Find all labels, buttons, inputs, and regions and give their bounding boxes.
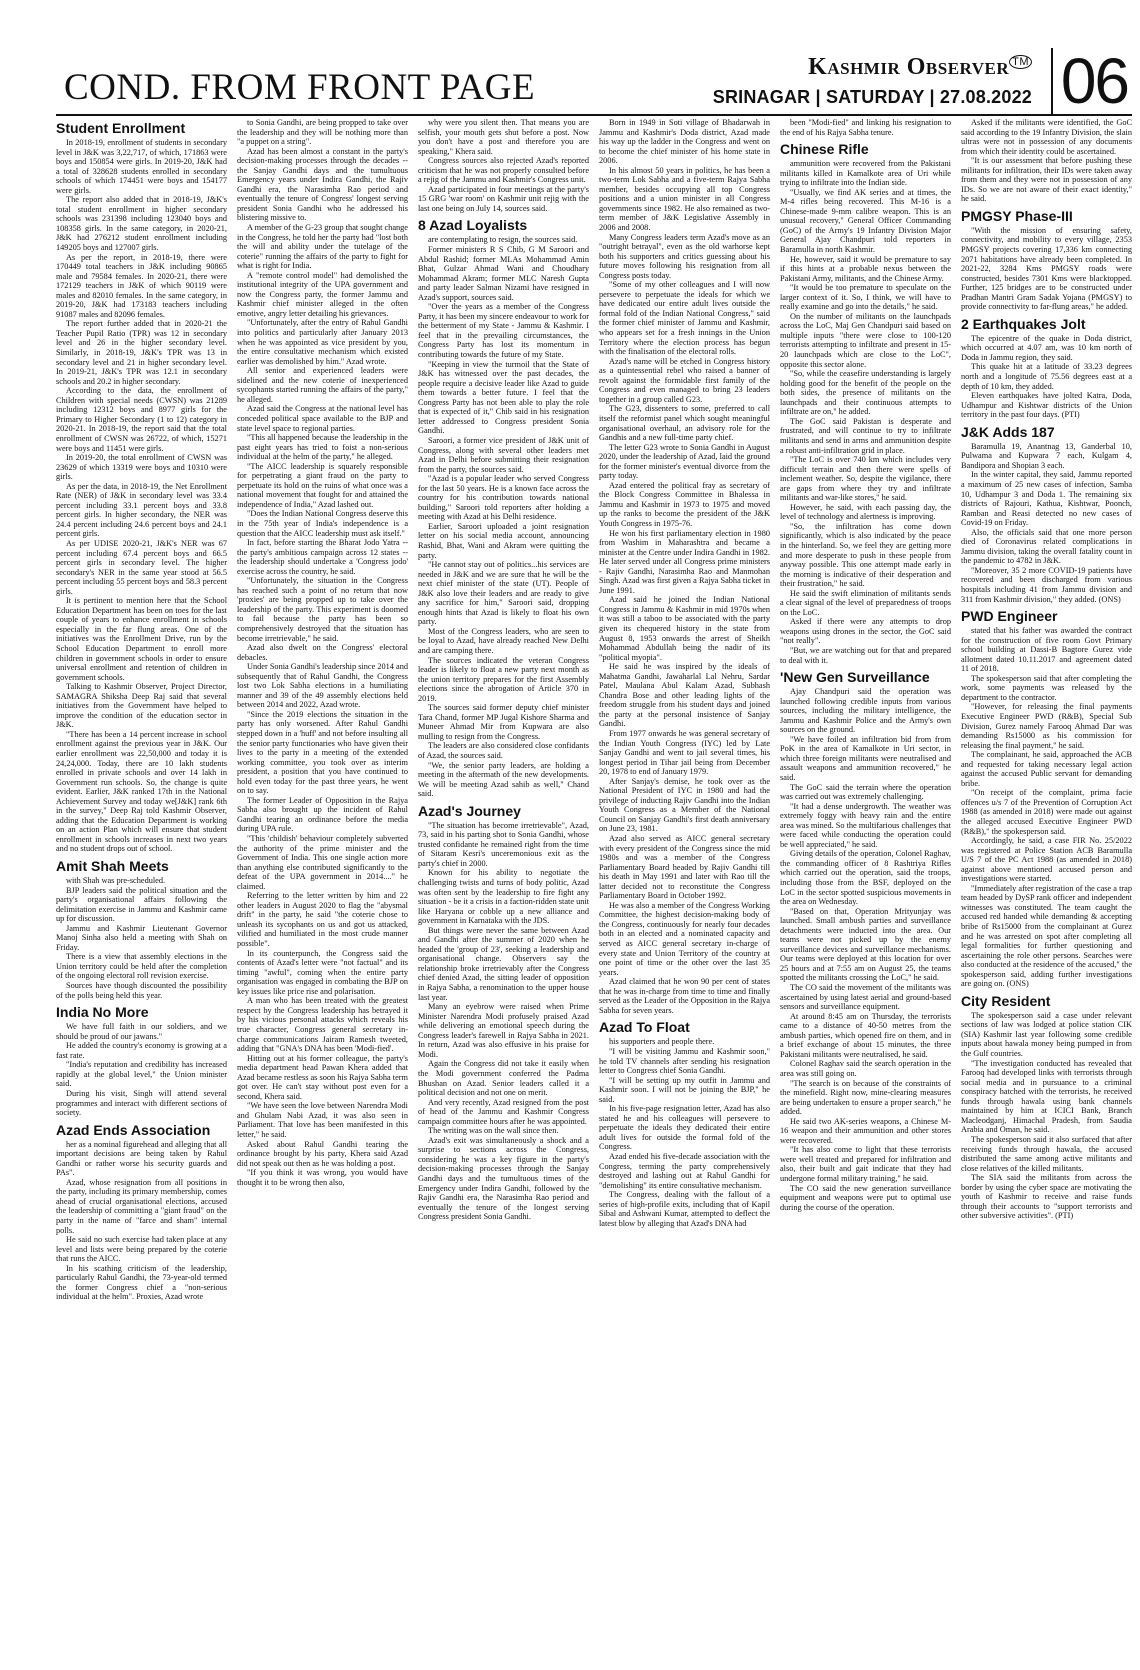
story-paragraph: In his almost 50 years in politics, he has been a two-term Lok Sabha and a five-term Rajya Sabha member, besides occupying all top Congress positions and a union minister in all Congress governments since 1982. He also remained as two-term member of J&K Legislative Assembly in 2006 and 2008. [599, 165, 770, 233]
story-paragraph: Azad claimed that he won 90 per cent of states that he was in-charge from time to time and finally served as the Leader of the Opposition in the Rajya Sabha for seven years. [599, 977, 770, 1015]
story-paragraph: The complainant, he said, approached the ACB and requested for taking necessary legal action against the accused Public servant for demanding bribe. [961, 750, 1132, 788]
story-paragraph: "I will be visiting Jammu and Kashmir soon," he told TV channels after sending his resignation letter to Congress chief Sonia Gandhi. [599, 1046, 770, 1076]
story-paragraph: He, however, said it would be premature to say if this hints at a probable nexus between the Pakistani Army, militants, and the Chinese Army. [780, 254, 951, 283]
story-paragraph: "It is our assessment that before pushing these militants for infiltration, their IDs were taken away from them and they were not in possession of any IDs. So we are not aware of their exact identity," he said. [961, 156, 1132, 204]
story-paragraph: Congress sources also rejected Azad's reported criticism that he was not properly consulted before a rejig of the Jammu and Kashmir's Congress unit. [418, 156, 589, 185]
story-paragraph: We have full faith in our soldiers, and we should be proud of our jawans." [56, 1022, 227, 1041]
story-paragraph: "Over the years as a member of the Congress Party, it has been my sincere endeavour to work for the betterment of my State - Jammu & Kashmir. I feel that in the prevailing circumstances, the Congress Party has lost its momentum in contributing towards the future of my State. [418, 302, 589, 360]
story-paragraph: On the number of militants on the launchpads across the LoC, Maj Gen Chandpuri said based on multiple inputs "there were close to 100-120 terrorists attempting to infiltrate and present in 15-20 launchpads which are close to the LoC", opposite this sector alone. [780, 311, 951, 369]
story-paragraph: Azad's name will be etched in Congress history as a quintessential rebel who raised a banner of revolt against the formidable first family of the Congress and even managed to bring 23 leaders together in a group called G23. [599, 356, 770, 404]
story-paragraph: why were you silent then. That means you are selfish, your mouth gets shut before a post. Now you don't have a post and therefore you are speaking," Khera said. [418, 118, 589, 156]
story-paragraph: According to the data, the enrollment of Children with special needs (CWSN) was 21289 including 12312 boys and 8977 girls for the Primary to Higher Secondary (1 to 12) category in 2020-21. In 2018-19, the report said that the total enrollment of CWSN was 26722, of which, 15271 were boys and 11451 were girls. [56, 386, 227, 453]
story-paragraph: And very recently, Azad resigned from the post of head of the Jammu and Kashmir Congress campaign committee hours after he was appointed. [418, 1097, 589, 1126]
story-paragraph: Former ministers R S Chib, G M Saroori and Abdul Rashid; former MLAs Mohammad Amin Bhat, Gulzar Ahmad Wani and Choudhary Mohammad Akram; former MLC Naresh Gupta and party leader Salman Nizami have resigned in Azad's support, sources said. [418, 245, 589, 302]
story-paragraph: "Keeping in view the turmoil that the State of J&K has witnessed over the past decades, the people require a decisive leader like Azad to guide them towards a better future. I feel that the Congress Party has not been able to play the role that is expected of it," Chib said in his resignation letter addressed to Congress president Sonia Gandhi. [418, 359, 589, 436]
story-paragraph: Asked if the militants were identified, the GoC said according to the 19 Infantry Division, the slain ultras were not in possession of any documents from which their identity could be ascertained. [961, 118, 1132, 156]
story-paragraph: He said no such exercise had taken place at any level and lists were being prepared by the coterie that runs the AICC. [56, 1235, 227, 1264]
story-paragraph: Referring to the letter written by him and 22 other leaders in August 2020 to flag the "abysmal drift" in the party, he said "the coterie chose to unleash its sycophants on us and got us attacked, vilified and humiliated in the most crude manner possible". [237, 891, 408, 949]
story-paragraph: "So, the infiltration has come down significantly, which is also indicated by the peace in the hinterland. So, we feel they are getting more and more desperate to push in these people from anyway possible. This one attempt made early in the morning is indicative of their desperation and their frustration," he said. [780, 521, 951, 589]
story-paragraph: Also, the officials said that one more person died of Coronavirus related complications in Jammu division, taking the overall fatality count in the pandemic to 4782 in J&K. [961, 527, 1132, 566]
story-paragraph: "Unfortunately, the situation in the Congress has reached such a point of no return that now 'proxies' are being propped up to take over the leadership of the party. This experiment is doomed to fail because the party has been so comprehensively destroyed that the situation has become irretrievable," he said. [237, 576, 408, 643]
story-paragraph: Baramulla 19, Anantnag 13, Ganderbal 10, Pulwama and Kupwara 7 each, Kulgam 4, Bandipora and Shopian 3 each. [961, 441, 1132, 470]
news-story [56, 1004, 227, 1117]
news-story [56, 1122, 227, 1302]
story-paragraph: Many an eyebrow were raised when Prime Minister Narendra Modi profusely praised Azad while delivering an emotional speech during the Congress leader's farewell in Rajya Sabha in 2021. In return, Azad was also effusive in his praise for Modi. [418, 1002, 589, 1059]
story-paragraph: The GoC said Pakistan is desperate and frustrated, and will continue to try to infiltrate militants and send in arms and ammunition despite a robust anti-infiltration grid in place. [780, 416, 951, 455]
story-paragraph: The CO said the new generation surveillance equipment and weapons were put to optimal use during the course of the operation. [780, 1183, 951, 1212]
story-paragraph: "I will be setting up my outfit in Jammu and Kashmir soon. I will not be joining the BJP," he said. [599, 1075, 770, 1104]
story-paragraph: "Usually, we find AK series and at times, the M-4 rifles being recovered. This M-16 is a Chinese-made 9-mm calibre weapon. This is an unusual recovery," General Officer Commanding (GoC) of the Army's 19 Infantry Division Major General Ajay Chandpuri told reporters in Baramulla in north Kashmir. [780, 187, 951, 255]
story-paragraph: The Congress, dealing with the fallout of a series of high-profile exits, including that of Kapil Sibal and Ashwani Kumar, attempted to deflect the latest blow by alleging that Azad's DNA had [599, 1190, 770, 1228]
story-paragraph: Azad also served as AICC general secretary with every president of the Congress since the mid 1980s and was a member of the Congress Parliamentary Board headed by Rajiv Gandhi till his death in May 1991 and later with Rao till the latter decided not to reconstitute the Congress Parliamentary Board in October 1992. [599, 834, 770, 901]
story-headline: India No More [56, 1004, 149, 1021]
story-paragraph: The CO said the movement of the militants was ascertained by using latest aerial and ground-based sensors and surveillance equipment. [780, 983, 951, 1012]
news-story [961, 118, 1132, 204]
story-paragraph: "India's reputation and credibility has increased rapidly at the global level," the Union minister said. [56, 1060, 227, 1089]
story-paragraph: The sources indicated the veteran Congress leader is likely to float a new party next month as the union territory prepares for the first Assembly elections since the abrogation of Article 370 in 2019. [418, 655, 589, 703]
story-paragraph: A man who has been treated with the greatest respect by the Congress leadership has betrayed it by his vicious personal attacks which reveals his true character, Congress general secretary in-charge communications Jairam Ramesh tweeted, adding that "GNA's DNA has been 'Modi-fied'. [237, 996, 408, 1054]
story-headline: J&K Adds 187 [961, 423, 1055, 440]
story-paragraph: In the winter capital, they said, Jammu reported a maximum of 25 new cases of infection, Samba 10, Udhampur 3 and Doda 1. The remaining six districts of Rajouri, Kathua, Kishtwar, Poonch, Ramban and Reasi detected no new cases of Covid-19 on Friday. [961, 470, 1132, 528]
story-paragraph: Eleven earthquakes have jolted Katra, Doda, Udhampur and Kishtwar districts of the Union territory in the past four days. (PTI) [961, 391, 1132, 420]
story-paragraph: Hitting out at his former colleague, the party's media department head Pawan Khera added that Azad became restless as soon his Rajya Sabha term got over. He can't stay without post even for a second, Khera said. [237, 1053, 408, 1101]
story-headline: 8 Azad Loyalists [418, 217, 528, 234]
text-column [56, 118, 227, 1663]
story-headline: Student Enrollment [56, 120, 186, 136]
story-paragraph: In its counterpunch, the Congress said the contents of Azad's letter were "not factual" and its timing "awful", coming when the entire party organisation was engaged in combating the BJP on key issues like price rise and polarisation. [237, 948, 408, 996]
news-story [56, 858, 227, 1000]
story-paragraph: Sources have though discounted the possibility of the polls being held this year. [56, 981, 227, 1000]
story-paragraph: During his visit, Singh will attend several programmes and interact with different sections of society. [56, 1088, 227, 1118]
story-paragraph: Azad said he joined the Indian National Congress in Jammu & Kashmir in mid 1970s when it was still a taboo to be associated with the party given its chequered history in the state from August 8, 1953 onwards the arrest of Sheikh Mohammad Abdullah being the nadir of its "political myopia". [599, 595, 770, 662]
story-paragraph: Known for his ability to negotiate the challenging twists and turns of body politic, Azad was often sent by the leadership to fire fight any situation - be it a crisis in a faction-ridden state unit like Haryana or cobble up a new alliance and government in Karnataka with the JDS. [418, 868, 589, 926]
story-paragraph: "We, the senior party leaders, are holding a meeting in the aftermath of the new developments. We will be meeting Azad sahib as well," Chand said. [418, 760, 589, 799]
story-paragraph: "The LoC is over 740 km which includes very difficult terrain and then there were spells of inclement weather. So, despite the vigilance, there are gaps from where they try and infiltrate militants and war-like stores," he said. [780, 455, 951, 503]
story-paragraph: "It has also come to light that these terrorists were well treated and prepared for infiltration and also, their built and gait indicate that they had undergone formal military training," he said. [780, 1145, 951, 1183]
news-story [780, 118, 951, 137]
story-headline: City Resident [961, 992, 1051, 1009]
story-paragraph: "The search is on because of the constraints of the minefield. Right now, mine-clearing measures are being undertaken to ensure a proper search," he added. [780, 1078, 951, 1117]
story-paragraph: In 2019-20, the total enrollment of CWSN was 23629 of which 13319 were boys and 10310 were girls. [56, 453, 227, 482]
story-paragraph: Azad also dwelt on the Congress' electoral debacles. [237, 643, 408, 662]
story-paragraph: "Some of my other colleagues and I will now persevere to perpetuate the ideals for which we have dedicated our entire adult lives outside the formal fold of the Indian National Congress," said the former chief minister of Jammu and Kashmir, who appears set for a fresh innings in the Union Territory where the election process has begun with the finalisation of the electoral rolls. [599, 280, 770, 357]
news-story [961, 208, 1132, 312]
story-paragraph: A member of the G-23 group that sought change in the Congress, he told her the party had "lost both the will and ability under the tutelage of the coterie" running the affairs of the party to fight for what is right for India. [237, 223, 408, 271]
story-paragraph: In his scathing criticism of the leadership, particularly Rahul Gandhi, the 73-year-old termed the former Congress chief a "non-serious individual at the helm". Proxies, Azad wrote [56, 1263, 227, 1302]
story-paragraph: "Moreover, 35 2 more COVID-19 patients have recovered and been discharged from various hospitals including 41 from Jammu division and 311 from Kashmir division," they added. (ONS) [961, 565, 1132, 604]
story-paragraph: All senior and experienced leaders were sidelined and the new coterie of inexperienced sycophants started running the affairs of the party," he alleged. [237, 366, 408, 404]
story-headline: 2 Earthquakes Jolt [961, 315, 1086, 332]
story-paragraph: "Since the 2019 elections the situation in the party has only worsened. After Rahul Gandhi stepped down in a 'huff' and not before insulting all the senior party functionaries who have given their lives to the party in a meeting of the extended working committee, you took over as interim president, a position that you have continued to hold even today for the past three years, he went on to say. [237, 709, 408, 796]
story-paragraph: "He cannot stay out of politics...his services are needed in J&K and we are sure that he will be the next chief minister of the state (UT). People of J&K also love their leaders and are ready to give any sacrifice for him," Saroori said, dropping enough hints that Azad is likely to float his own party. [418, 560, 589, 627]
story-paragraph: The epicentre of the quake in Doda district, which occurred at 4.07 am, was 10 km north of Doda in Jammu region, they said. [961, 333, 1132, 362]
story-paragraph: Azad entered the political fray as secretary of the Block Congress Committee in Bhalessa in Jammu and Kashmir in 1973 to 1975 and moved up the ranks to become the president of the J&K Youth Congress in 1975-76. [599, 480, 770, 528]
story-paragraph: Saroori, a former vice president of J&K unit of Congress, along with several other leaders met Azad in Delhi before submitting their resignation from the party, the sources said. [418, 435, 589, 474]
story-paragraph: her as a nominal figurehead and alleging that all important decisions are being taken by Rahul Gandhi or rather worse his security guards and PAs". [56, 1139, 227, 1178]
news-story [961, 316, 1132, 420]
page-number: 06 [1051, 48, 1128, 114]
news-story [961, 993, 1132, 1221]
text-column [418, 118, 589, 1663]
story-paragraph: However, he said, with each passing day, the level of technology and alertness is improving. [780, 502, 951, 522]
story-paragraph: The SIA said the militants from across the border by using the cyber space are motivating the youth of Kashmir to receive and raise funds through their accounts to "support terrorists and other subversive activities". (PTI) [961, 1173, 1132, 1221]
news-story [56, 120, 227, 854]
story-paragraph: Under Sonia Gandhi's leadership since 2014 and subsequently that of Rahul Gandhi, the Congress lost two Lok Sabha elections in a humiliating manner and 39 of the 49 assembly elections held between 2014 and 2022, Azad wrote. [237, 662, 408, 710]
story-paragraph: Azad participated in four meetings at the party's 15 GRG 'war room' on Kashmir unit rejig with the last one being on July 14, sources said. [418, 184, 589, 213]
news-story [418, 217, 589, 798]
story-paragraph: Most of the Congress leaders, who are seen to be loyal to Azad, have already reached New Delhi and are camping there. [418, 626, 589, 655]
story-paragraph: There is a view that assembly elections in the Union territory could be held after the completion of the ongoing electoral roll revision exercise. [56, 952, 227, 981]
story-paragraph: "Azad is a popular leader who served Congress for the last 50 years. He is a known face across the country for his contribution towards national building," Saroori told reporters after holding a meeting with Azad at his Delhi residence. [418, 474, 589, 522]
story-paragraph: "There has been a 14 percent increase in school enrollment against the previous year in J&K. Our earlier enrollment was 22,50,000 and today it is 24,24,000. Today, there are 10 lakh students enrolled in private schools and over 14 lakh in Government run schools. So, the change is quite evident. Earlier, J&K ranked 17th in the National Achievement Survey and today we[J&K] rank 6th in the survey," Deep Raj told Kashmir Observer, adding that the Education Department is working on an action Plan which will ensure that student enrollment in schools increases in next two years and no student drops out of school. [56, 729, 227, 854]
story-paragraph: "This all happened because the leadership in the past eight years has tried to foist a non-serious individual at the helm of the party," he alleged. [237, 433, 408, 462]
story-paragraph: Azad's exit was simultaneously a shock and a surprise to sections across the Congress, considering he was a key figure in the party's decision-making processes through the Sanjay Gandhi days and the tumultuous times of the Emergency under Indira Gandhi, followed by the Rajiv Gandhi era, the Narasimha Rao period and eventually the tenure of the longest serving Congress president Sonia Gandhi. [418, 1135, 589, 1222]
story-paragraph: "The AICC leadership is squarely responsible for perpetrating a giant fraud on the party to perpetuate its hold on the ruins of what once was a national movement that fought for and attained the independence of India," Azad lashed out. [237, 461, 408, 509]
story-paragraph: In his five-page resignation letter, Azad has also stated he and his colleagues will persevere to perpetuate the ideals they dedicated their entire adult lives for outside the formal fold of the Congress. [599, 1104, 770, 1152]
news-story [418, 803, 589, 1222]
text-column [780, 118, 951, 1663]
story-headline: Amit Shah Meets [56, 858, 169, 875]
story-paragraph: The spokesperson said it also surfaced that after receiving funds through hawala, the accused distributed the same among active militants and close relatives of the killed militants. [961, 1134, 1132, 1173]
story-paragraph: He added the country's economy is growing at a fast rate. [56, 1041, 227, 1060]
story-paragraph: Colonel Raghav said the search operation in the area was still going on. [780, 1059, 951, 1078]
story-paragraph: As per UDISE 2020-21, J&K's NER was 67 percent including 67.4 percent boys and 66.5 percent girls in secondary level. The higher secondary's NER in the same year stood at 56.5 percent including 55 percent boys and 58.3 percent girls. [56, 538, 227, 596]
story-paragraph: He said he was inspired by the ideals of Mahatma Gandhi, Jawaharlal Lal Nehru, Sardar Patel, Maulana Abul Kalam Azad, Subhash Chandra Bose and other leading lights of the freedom struggle from his student days and joined the party at the personal insistence of Sanjay Gandhi. [599, 662, 770, 729]
story-paragraph: As per the report, in 2018-19, there were 170449 total teachers in J&K including 90865 male and 79584 females. In 2020-21, there were 172129 teachers in J&K of which 90119 were males and 82010 females. In the same category, in 2019-20, J&K had 173183 teachers including 91087 males and 82096 females. [56, 252, 227, 319]
story-paragraph: been "Modi-fied" and linking his resignation to the end of his Rajya Sabha tenure. [780, 118, 951, 137]
story-headline: Azad's Journey [418, 802, 521, 819]
story-paragraph: Again the Congress did not take it easily when the Modi government conferred the Padma Bhushan on Azad. Senior leaders called it a political decision and not one on merit. [418, 1059, 589, 1098]
story-paragraph: The report also added that in 2018-19, J&K's total student enrollment in higher secondary schools was 231398 including 123040 boys and 108358 girls. In the same category, in 2020-21, J&K had 276212 student enrollment including 149205 boys and 127007 girls. [56, 195, 227, 253]
story-paragraph: "So, while the ceasefire understanding is largely holding good for the benefit of the people on the both sides, the presence of militants on the launchpads and their continuous attempts to infiltrate are on," he added. [780, 369, 951, 417]
story-paragraph: The GoC said the terrain where the operation was carried out was extremely challenging. [780, 782, 951, 802]
story-paragraph: "With the mission of ensuring safety, connectivity, and mobility to every village, 2353 PMGSY projects covering 17,336 km connecting 2071 habitations have already been completed. In 2021-22, 3284 Kms PMGSY roads were constructed, besides 7301 Kms were blacktopped. Further, 125 bridges are to be constructed under Pradhan Mantri Gram Sadak Yojana (PMGSY) to provide connectivity to far-flung areas," he added. [961, 225, 1132, 312]
story-paragraph: his supporters and people there. [609, 1037, 715, 1047]
news-story [599, 1019, 770, 1228]
news-story [237, 118, 408, 1187]
story-paragraph: As per the data, in 2018-19, the Net Enrollment Rate (NER) of J&K in secondary level was 33.4 percent including 33.1 percent boys and 33.8 percent girls. In higher secondary, the NER was 24.4 percent including 24.6 percent boys and 24.1 percent girls. [56, 481, 227, 539]
article-columns [56, 118, 1132, 1663]
story-paragraph: But things were never the same between Azad and Gandhi after the summer of 2020 when he headed the 'group of 23', seeking a leadership and organisational change. Observers say the relationship broke irretrievably after the Congress chief denied Azad, the sitting leader of opposition in Rajya Sabha, a renomination to the upper house last year. [418, 925, 589, 1002]
story-paragraph: The spokesperson said a case under relevant sections of law was lodged at police station CIK (SIA) Kashmir last year following some credible inputs about hawala money being pumped in from the Gulf countries. [961, 1010, 1132, 1059]
trademark-icon: TM [1009, 55, 1032, 69]
masthead [8, 45, 1132, 117]
story-headline: PMGSY Phase-III [961, 207, 1073, 224]
story-headline: 'New Gen Surveillance [780, 669, 930, 686]
story-paragraph: to Sonia Gandhi, are being propped to take over the leadership and they will be nothing more than "a puppet on a string". [237, 118, 408, 147]
story-paragraph: Azad, whose resignation from all positions in the party, including its primary membership, comes ahead of crucial organisational elections, accused the leadership of committing a "giant fraud" on the party in the name of "farce and sham" internal polls. [56, 1177, 227, 1235]
story-paragraph: "The situation has become irretrievable", Azad, 73, said in his parting shot to Sonia Gandhi, whose trusted confidante he remained right from the time of Sitaram Kesri's unceremonious exit as the party's chief in 2000. [418, 820, 589, 868]
story-paragraph: In 2018-19, enrollment of students in secondary level in J&K was 3,22,717, of which, 171863 were boys and 150854 were girls. In 2019-20, J&K had a total of 328628 students enrolled in secondary schools of which 174451 were boys and 154177 were girls. [56, 138, 227, 195]
story-paragraph: Jammu and Kashmir Lieutenant Governor Manoj Sinha also held a meeting with Shah on Friday. [56, 923, 227, 952]
story-headline: Azad Ends Association [56, 1121, 211, 1138]
paper-name-text: Kashmir Observer [808, 54, 1010, 80]
story-paragraph: Azad has been almost a constant in the party's decision-making processes through the decades -- the Sanjay Gandhi days and the tumultuous Emergency years under Indira Gandhi, the Rajiv Gandhi era, the Narasimha Rao period and eventually the tenure of Congress' longest serving president Sonia Gandhi who he addressed his blistering missive to. [237, 146, 408, 223]
story-paragraph: The former Leader of Opposition in the Rajya Sabha also brought up the incident of Rahul Gandhi tearing an ordinance before the media during UPA rule. [237, 795, 408, 834]
story-paragraph: Earlier, Saroori uploaded a joint resignation letter on his social media account, announcing Rashid, Bhat, Wani and Akram were quitting the party. [418, 521, 589, 560]
story-paragraph: Asked if there were any attempts to drop weapons using drones in the sector, the GoC said "not really". [780, 617, 951, 646]
paper-name-logo [713, 54, 1032, 81]
story-paragraph: The sources said former deputy chief minister Tara Chand, former MP Jugal Kishore Sharma and Muneer Ahmad Mir from Kupwara are also mulling to resign from the Congress. [418, 703, 589, 741]
story-headline: Azad To Float [599, 1019, 690, 1036]
story-paragraph: He said the swift elimination of militants sends a clear signal of the level of preparedness of troops on the LoC. [780, 588, 951, 617]
news-story [961, 424, 1132, 604]
story-paragraph: "On receipt of the complaint, prima facie offences u/s 7 of the Prevention of Corruption Act 1988 (as amended in 2018) were made out against the alleged accused Executive Engineer PWD (R&B)," the spokesperson said. [961, 788, 1132, 836]
story-paragraph: with Shah was pre-scheduled. [66, 876, 166, 886]
story-paragraph: "We have foiled an infiltration bid from from PoK in the area of Kamalkote in Uri sector, in which three foreign militants were neutralised and assault weapons and ammunition recovered," he said. [780, 734, 951, 782]
story-paragraph: Talking to Kashmir Observer, Project Director, SAMAGRA Shiksha Deep Raj said that several initiatives from the Government have helped to improve the condition of the education sector in J&K. [56, 682, 227, 730]
story-paragraph: Accordingly, he said, a case FIR No. 25/2022 was registered at Police Station ACB Baramulla U/S 7 of the PC Act 1988 (as amended in 2018) against above mentioned accused person and investigations were started. [961, 836, 1132, 884]
story-paragraph: The letter G23 wrote to Sonia Gandhi in August 2020, under the leadership of Azad, laid the ground for the former minister's eventual divorce from the party today. [599, 442, 770, 481]
story-paragraph: "Unfortunately, after the entry of Rahul Gandhi into politics and particularly after January 2013 when he was appointed as vice president by you, the entire consultative mechanism which existed earlier was demolished by him." Azad wrote. [237, 318, 408, 366]
story-paragraph: The report further added that in 2020-21 the Teacher Pupil Ratio (TPR) was 12 in secondary level and 26 in the higher secondary level. Similarly, in 2018-19, J&K's TPR was 13 in secondary level and 21 in higher secondary level. In 2019-21, J&K's TPR was 12.1 in secondary schools and 20.2 in higher secondary. [56, 319, 227, 386]
text-column [237, 118, 408, 1663]
story-paragraph: A "remote control model" had demolished the institutional integrity of the UPA government and now the Congress party, the former Jammu and Kashmir chief minister alleged in the often emotive, angry letter detailing his grievances. [237, 270, 408, 318]
story-paragraph: He said two AK-series weapons, a Chinese M-16 weapon and their ammunition and other stores were recovered. [780, 1116, 951, 1145]
header-divider [56, 114, 1132, 116]
story-paragraph: This quake hit at a latitude of 33.23 degrees north and a longitude of 75.56 degrees east at a depth of 10 km, they added. [961, 362, 1132, 391]
story-paragraph: After Sanjay's demise, he took over as the National President of IYC in 1980 and had the privilege of inducting Rajiv Gandhi into the Indian Youth Congress as a Member of the National Council on Sanjay Gandhi's first death anniversary on June 23, 1981. [599, 776, 770, 834]
story-paragraph: "Does the Indian National Congress deserve this in the 75th year of India's independence is a question that the AICC leadership must ask itself." [237, 509, 408, 538]
paper-brand [713, 54, 1032, 108]
story-paragraph: The G23, dissenters to some, preferred to call itself the reformist panel which sought meaningful organisational overhaul, an advisory role for the Gandhis and a new full-time party chief. [599, 404, 770, 443]
story-paragraph: Many Congress leaders term Azad's move as an "outright betrayal", even as the old warhorse kept both his supporters and critics guessing about his future moves following his resignation from all Congress posts today. [599, 232, 770, 280]
story-paragraph: are contemplating to resign, the sources said. [428, 235, 578, 245]
story-headline: PWD Engineer [961, 608, 1058, 625]
news-story [418, 118, 589, 213]
text-column [961, 118, 1132, 1663]
story-paragraph: "We have seen the love between Narendra Modi and Ghulam Nabi Azad, it was also seen in Parliament. That love has been manifested in this letter," he said. [237, 1101, 408, 1139]
story-paragraph: Ajay Chandpuri said the operation was launched following credible inputs from various sources, including the military intelligence, the Jammu and Kashmir Police and the Army's own sources on the ground. [780, 687, 951, 735]
story-paragraph: Asked about Rahul Gandhi tearing the ordinance brought by his party, Khera said Azad did not speak out then as he was holding a post. [237, 1139, 408, 1168]
story-paragraph: "It had a dense undergrowth. The weather was extremely foggy with heavy rain and the entire area was mined. So the multifarious challenges that were faced while conducting the operation could be well appreciated," he said. [780, 801, 951, 849]
story-headline: Chinese Rifle [780, 141, 869, 158]
story-paragraph: The writing was on the wall since then. [428, 1126, 559, 1136]
news-story [780, 141, 951, 665]
story-paragraph: The spokesperson said that after completing the work, some payments was released by the department to the contractor. [961, 673, 1132, 702]
news-story [599, 118, 770, 1015]
story-paragraph: Giving details of the operation, Colonel Raghav, the commanding officer of 8 Rashtriya Rifles which carried out the operation, said the troops, including those from the BSF, deployed on the LoC in the sector spotted suspicious movements in the area on Wednesday. [780, 849, 951, 907]
story-paragraph: ammunition were recovered from the Pakistani militants killed in Kamalkote area of Uri while trying to infiltrate into the Indian side. [780, 159, 951, 188]
story-paragraph: In fact, before starting the Bharat Jodo Yatra -- the party's ambitious campaign across 12 states -- the leadership should undertake a 'Congress jodo' exercise across the country, he said. [237, 538, 408, 576]
section-title: COND. FROM FRONT PAGE [64, 67, 536, 108]
story-paragraph: "But, we are watching out for that and prepared to deal with it. [780, 645, 951, 665]
story-paragraph: "It would be too premature to speculate on the larger context of it. So, I think, we will have to really examine and go into the details," he said. [780, 283, 951, 312]
story-paragraph: "This 'childish' behaviour completely subverted the authority of the prime minister and the Government of India. This one single action more than anything else contributed significantly to the defeat of the UPA government in 2014...." he claimed. [237, 834, 408, 891]
story-paragraph: He was also a member of the Congress Working Committee, the highest decision-making body of the Congress, continuously for nearly four decades both in an elected and a nominated capacity and served as AICC general secretary in-charge of every state and Union Territory of the country at one point of time or the other over the last 35 years. [599, 900, 770, 977]
story-paragraph: The leaders are also considered close confidants of Azad, the sources said. [418, 741, 589, 760]
story-paragraph: Azad said the Congress at the national level has conceded political space available to the BJP and state level space to regional parties. [237, 404, 408, 433]
news-story [961, 608, 1132, 989]
story-paragraph: stated that his father was awarded the contract for the construction of five room Govt Primary school building at Dassi-B Bagtore Gurez vide allotment dated 10.11.2017 and agreement dated 11 of 2018. [961, 626, 1132, 674]
story-paragraph: At around 8:45 am on Thursday, the terrorists came to a distance of 40-50 metres from the ambush parties, which opened fire on them, and in a brief exchange of about 15 minutes, the three Pakistani militants were neutralised, he said. [780, 1011, 951, 1059]
story-paragraph: "If you think it was wrong, you would have thought it to be wrong then also, [237, 1168, 408, 1187]
story-paragraph: Born in 1949 in Soti village of Bhadarwah in Jammu and Kashmir's Doda district, Azad made his way up the ladder in the Congress and went on to become the chief minister of his home state in 2006. [599, 118, 770, 166]
story-paragraph: Azad ended his five-decade association with the Congress, terming the party comprehensively destroyed and lashing out at Rahul Gandhi for "demolishing" its entire consultative mechanism. [599, 1151, 770, 1190]
story-paragraph: "Immediately after registration of the case a trap team headed by DySP rank officer and independent witnesses was constituted. The team caught the accused red handed while demanding & accepting bribe of Rs15000 from the complainant at Gurez and he was arrested on spot after completing all legal formalities for further questioning and ascertaining the role other persons. Searches were also conducted at the residence of the accused," the spokesperson said, adding further investigations are going on. (ONS) [961, 883, 1132, 989]
story-paragraph: BJP leaders said the political situation and the party's organisational affairs following the delimitation exercise in Jammu and Kashmir came up for discussion. [56, 885, 227, 924]
story-paragraph: "However, for releasing the final payments Executive Engineer PWD (R&B), Special Sub Division, Gurez namely Farooq Ahmad Dar was demanding Rs15000 as his commission for releasing the final payment," he said. [961, 702, 1132, 750]
story-paragraph: "The investigation conducted has revealed that Farooq had developed links with terrorists through social media and in pursuance to a criminal conspiracy hatched with the terrorists, he received funds through hawala using bank channels maintained by him at ICICI Bank, Branch Macleodganj, Himachal Pradesh, from Saudia Arabia and Oman, he said. [961, 1058, 1132, 1135]
story-paragraph: It is pertinent to mention here that the School Education Department has been on toes for the last couple of years to enhance enrollment in schools especially in the far flung areas. One of the initiatives was the Enrollment Drive, run by the School Education Department to enroll more children in government schools in order to ensure universal enrollment and retention of children in government schools. [56, 596, 227, 682]
news-story [780, 669, 951, 1212]
story-paragraph: "Based on that, Operation Mrityunjay was launched. Small ambush parties and surveillance detachments were inducted into the area. Our teams were not picked up by the enemy surveillance devices and surveillance mechanisms. Our teams were deployed at this location for over 25 hours and at 7:55 am on August 25, the teams spotted the militants crossing the LoC," he said. [780, 906, 951, 983]
dateline: SRINAGAR | SATURDAY | 27.08.2022 [712, 87, 1032, 107]
text-column [599, 118, 770, 1663]
story-paragraph: From 1977 onwards he was general secretary of the Indian Youth Congress (IYC) led by Late Sanjay Gandhi and went to jail several times, his longest period in Tihar jail being from December 20, 1978 to end of January 1979. [599, 729, 770, 777]
story-paragraph: He won his first parliamentary election in 1980 from Washim in Maharashtra and became a minister at the Centre under Indira Gandhi in 1982. He later served under all Congress prime ministers - Rajiv Gandhi, Narasimha Rao and Manmohan Singh. Azad was first given a Rajya Sabha ticket in June 1991. [599, 528, 770, 595]
